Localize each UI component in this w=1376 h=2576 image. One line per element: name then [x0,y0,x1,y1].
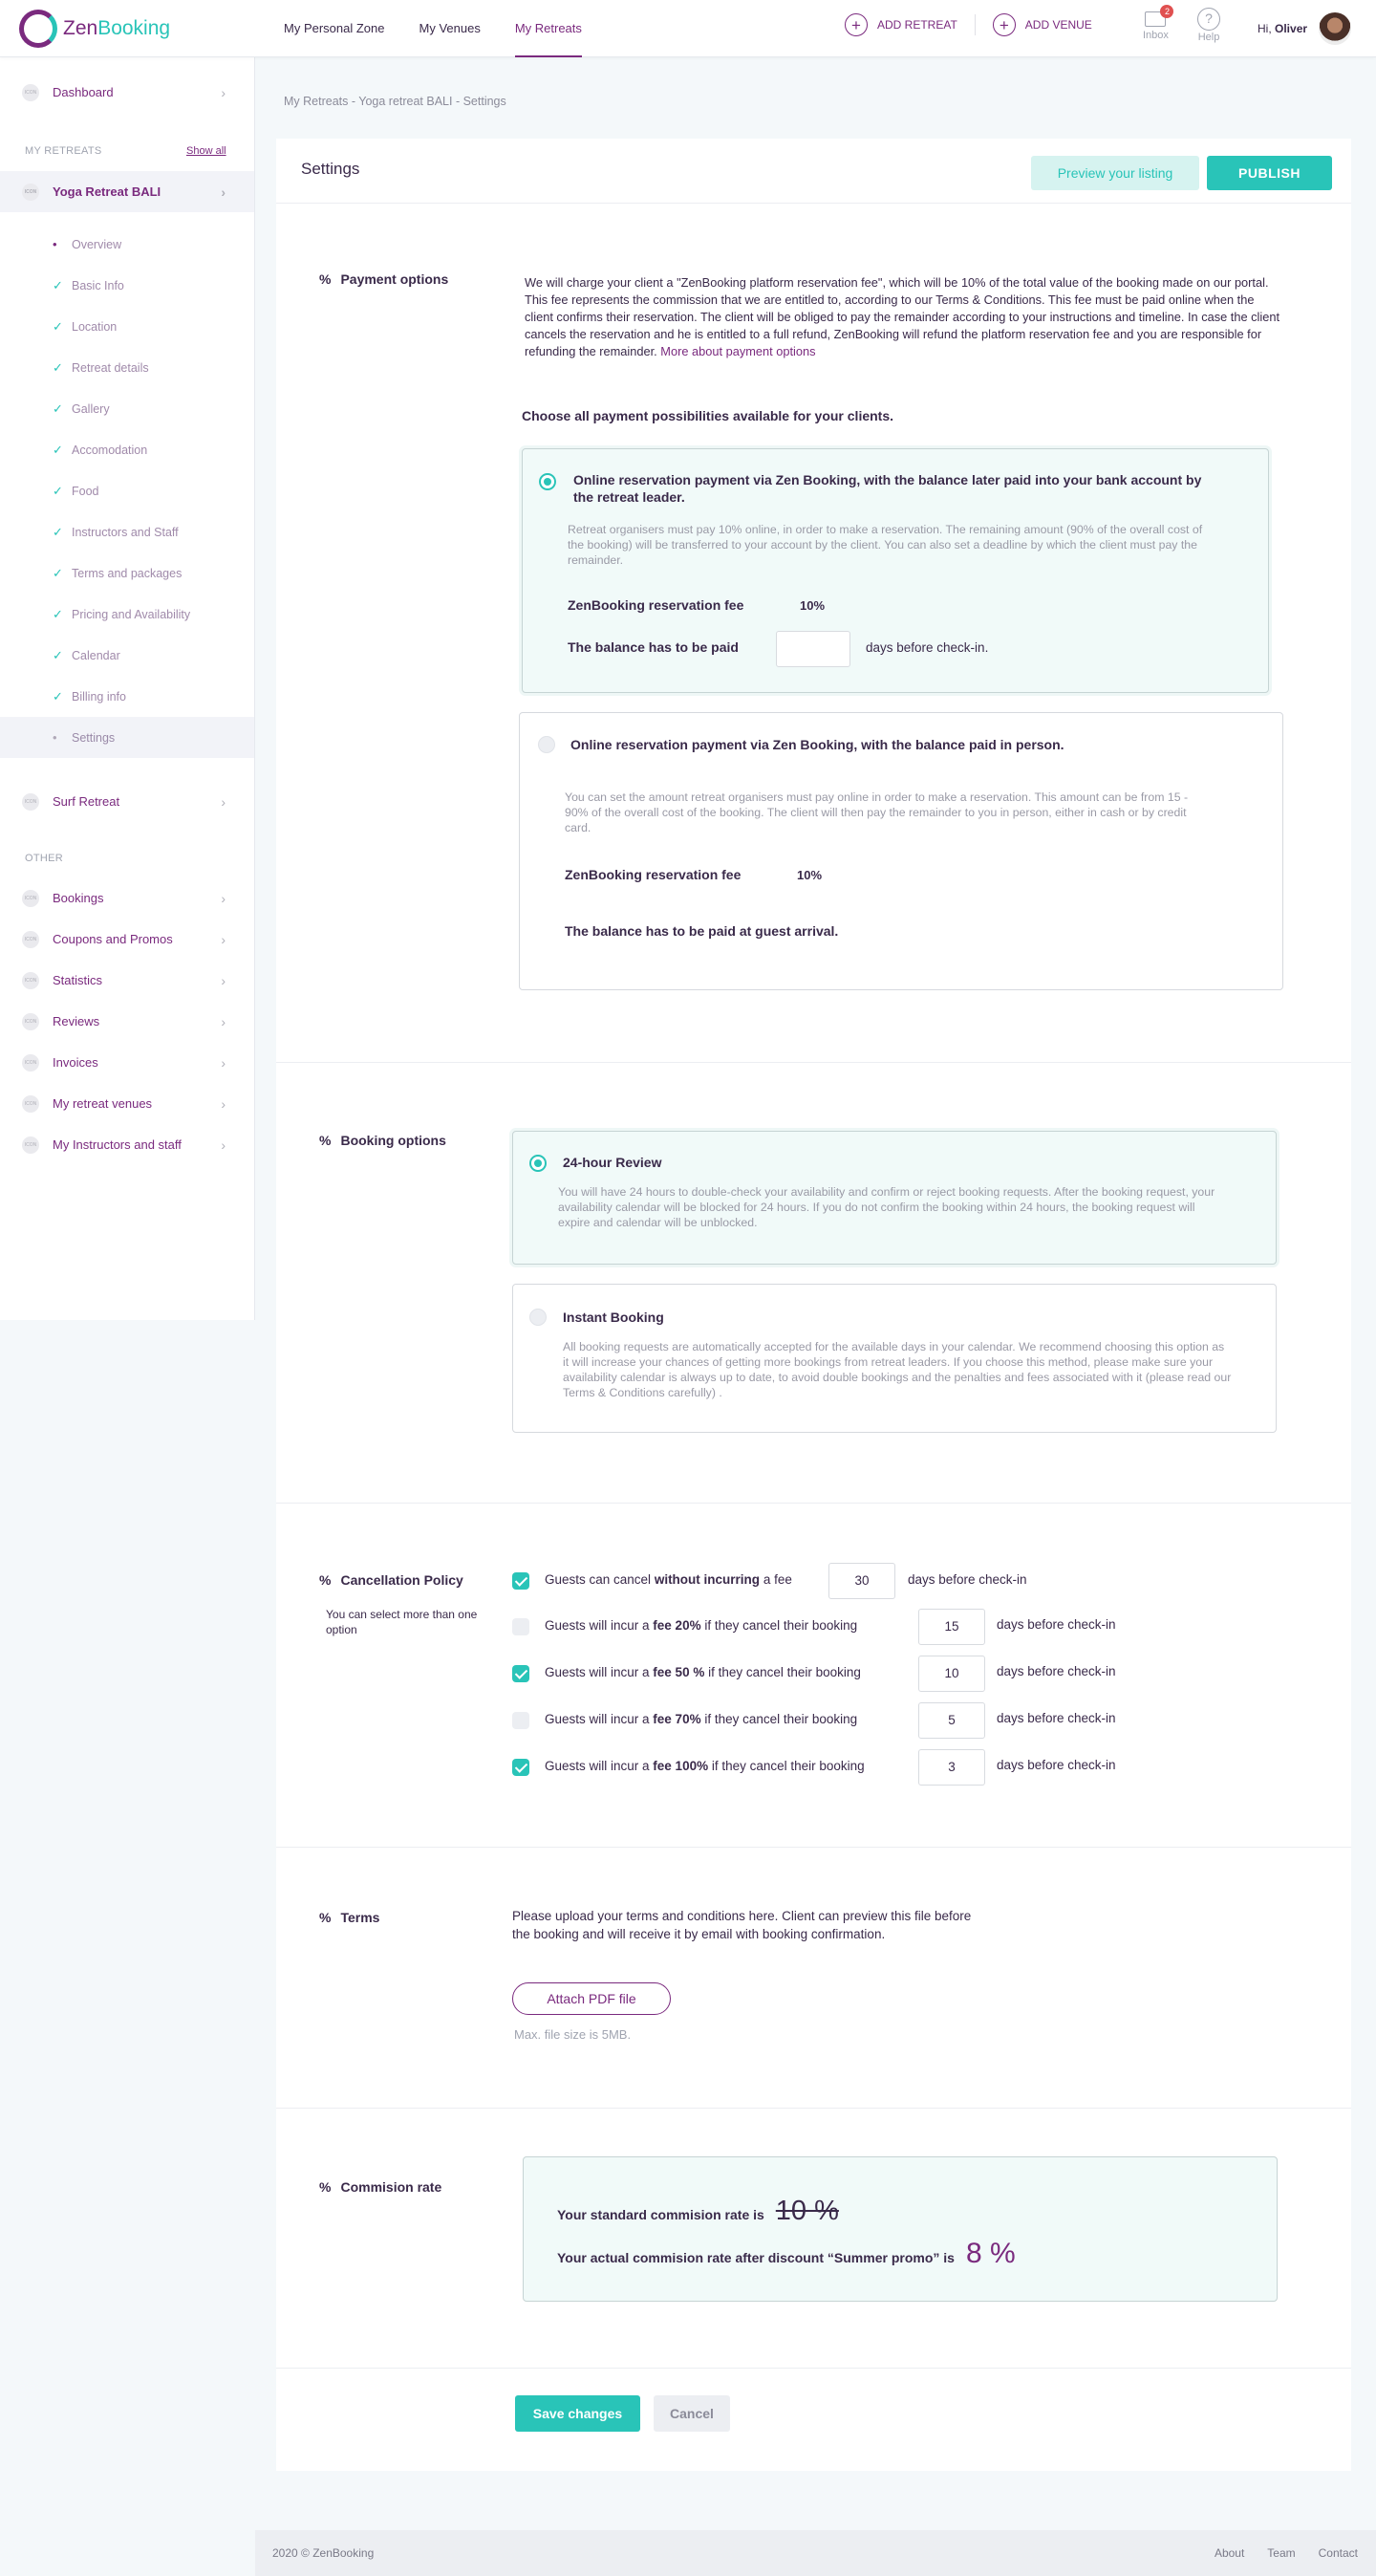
user-greeting: Hi, Oliver [1258,22,1308,35]
check-icon: ✓ [53,606,63,621]
footer-link-team[interactable]: Team [1267,2546,1296,2560]
chevron-right-icon: › [221,890,226,906]
cancel-option-2-days-input[interactable]: 15 [918,1609,985,1645]
footer-link-about[interactable]: About [1214,2546,1245,2560]
envelope-icon [1145,7,1170,27]
cancel-option-5-days-input[interactable]: 3 [918,1749,985,1786]
retreat-icon: ICON [22,184,39,201]
chevron-right-icon: › [221,793,226,810]
chevron-right-icon: › [221,1054,226,1071]
venues-icon: ICON [22,1095,39,1113]
plus-circle-icon: + [845,13,868,36]
subnav-settings[interactable]: • Settings [0,717,254,758]
booking-options-label: % Booking options [319,1133,446,1148]
bookings-icon: ICON [22,890,39,907]
cancellation-hint: You can select more than one option [326,1608,478,1636]
commission-rate-label: % Commision rate [319,2179,442,2195]
balance-days-suffix: days before check-in. [866,640,989,655]
subnav-terms-and-packages[interactable]: ✓ Terms and packages [53,565,183,580]
help-label: Help [1197,32,1220,43]
check-icon: ✓ [53,565,63,580]
cancel-button[interactable]: Cancel [654,2395,730,2432]
sidebar-item-label: Dashboard [53,85,114,99]
sidebar-item-label: Surf Retreat [53,794,120,809]
subnav-gallery[interactable]: ✓ Gallery [53,400,110,416]
section-divider [276,1847,1351,1848]
add-venue-label: ADD VENUE [1024,18,1092,32]
sidebar-item-invoices[interactable]: ICON Invoices › [0,1042,254,1083]
max-file-size-note: Max. file size is 5MB. [514,2027,632,2042]
coupons-icon: ICON [22,931,39,948]
radio-unselected[interactable] [529,1309,547,1326]
cancel-option-4-days-input[interactable]: 5 [918,1702,985,1739]
plus-circle-icon: + [993,13,1016,36]
footer-link-contact[interactable]: Contact [1318,2546,1358,2560]
check-icon: ✓ [53,647,63,662]
subnav-instructors-and-staff[interactable]: ✓ Instructors and Staff [53,524,179,539]
inbox-count-badge: 2 [1160,5,1173,18]
top-actions [845,13,1092,36]
payment-option-in-person[interactable] [519,712,1283,990]
cancellation-policy-label: % Cancellation Policy [319,1572,463,1588]
add-retreat-button[interactable] [845,13,957,36]
nav-my-venues[interactable]: My Venues [419,21,481,35]
save-changes-button[interactable]: Save changes [515,2395,640,2432]
cancel-option-3-text: Guests will incur a fee 50 % if they cancel their booking [545,1665,861,1679]
chevron-right-icon: › [221,972,226,988]
section-divider [276,1062,1351,1063]
reservation-fee-label: ZenBooking reservation fee [568,597,744,613]
payment-option-bank-transfer[interactable] [522,448,1269,693]
days-before-checkin: days before check-in [997,1664,1116,1678]
preview-listing-button[interactable]: Preview your listing [1031,156,1199,190]
check-icon: ✓ [53,688,63,704]
subnav-location[interactable]: ✓ Location [53,318,118,334]
section-divider [276,2108,1351,2109]
cancel-option-3-checkbox[interactable] [512,1665,529,1682]
balance-at-arrival-label: The balance has to be paid at guest arrival. [565,923,839,939]
sidebar-item-statistics[interactable]: ICON Statistics › [0,960,254,1001]
days-before-checkin: days before check-in [908,1572,1027,1587]
main-nav [284,0,582,57]
top-bar [0,0,1376,57]
sidebar-item-label: Yoga Retreat BALI [53,184,161,199]
sidebar-item-yoga-retreat-bali[interactable] [0,171,254,212]
statistics-icon: ICON [22,972,39,989]
cancel-option-2-checkbox[interactable] [512,1618,529,1635]
help-button[interactable] [1197,8,1220,43]
subnav-calendar[interactable]: ✓ Calendar [53,647,120,662]
payment-option-2-desc: You can set the amount retreat organisers must pay online in order to make a reservation. This amount can be from 15 - 90% of the overall cost of the booking. The client will then pay the remainder to you in person, either in cash or by credit card. [565,790,1189,834]
subnav-accomodation[interactable]: ✓ Accomodation [53,442,148,457]
check-icon: ✓ [53,277,63,292]
nav-my-retreats[interactable]: My Retreats [515,0,582,57]
chevron-right-icon: › [221,1013,226,1029]
sidebar-item-coupons[interactable]: ICON Coupons and Promos › [0,919,254,960]
days-before-checkin: days before check-in [997,1617,1116,1632]
bullet-icon: • [53,730,57,745]
percent-icon: % [319,1133,332,1148]
actual-commission-value: 8 % [965,2238,1016,2269]
logo-text: ZenBooking [63,17,171,39]
subnav-billing-info[interactable]: ✓ Billing info [53,688,126,704]
terms-description: Please upload your terms and conditions here. Client can preview this file before the booking and will receive it by email with booking confirmation. [512,1909,972,1941]
footer [255,2530,1376,2576]
radio-selected[interactable] [539,473,556,490]
settings-card [276,139,1351,2471]
user-name: Oliver [1275,22,1308,35]
sidebar-item-surf-retreat[interactable] [0,781,254,822]
section-divider [276,2368,1351,2369]
avatar[interactable] [1319,12,1351,45]
cancel-option-5-checkbox[interactable] [512,1759,529,1776]
show-all-link[interactable]: Show all [186,145,226,157]
inbox-label: Inbox [1143,30,1169,41]
balance-days-input[interactable] [776,631,850,667]
sidebar-item-bookings[interactable]: ICON Bookings › [0,877,254,919]
booking-option-2-desc: All booking requests are automatically accepted for the available days in your calendar. We recommend choosing this option as it will increase your chances of getting more bookings from retreat leaders. If you choose this method, please make sure your availability calendar is always up to date, to avoid double bookings and the penalties and fees associated with it (please read our Terms & Conditions carefully) . [563,1340,1232,1399]
payment-options-label: % Payment options [319,271,449,287]
subnav-retreat-details[interactable]: ✓ Retreat details [53,359,149,375]
logo-mark-icon [19,10,57,48]
other-heading: OTHER [25,853,63,864]
check-icon: ✓ [53,442,63,457]
divider [975,14,976,35]
percent-icon: % [319,2179,332,2195]
percent-icon: % [319,1572,332,1588]
zenbooking-logo[interactable] [19,10,170,48]
subnav-overview[interactable]: • Overview [53,237,122,251]
check-icon: ✓ [53,483,63,498]
section-divider [276,1503,1351,1504]
add-venue-button[interactable] [993,13,1092,36]
terms-label: % Terms [319,1910,380,1925]
cancel-option-1-text: Guests can cancel without incurring a fee [545,1572,792,1587]
commission-box [523,2156,1278,2302]
reservation-fee-value: 10% [800,598,826,613]
inbox-button[interactable] [1143,8,1169,41]
more-payment-options-link[interactable]: More about payment options [660,344,816,358]
add-retreat-label: ADD RETREAT [877,18,957,32]
cancel-option-1-days-input[interactable]: 30 [828,1563,895,1599]
chevron-right-icon: › [221,84,226,100]
check-icon: ✓ [53,524,63,539]
page-title: Settings [301,160,360,178]
radio-unselected[interactable] [538,736,555,753]
bullet-icon: • [53,237,57,251]
question-icon: ? [1197,8,1220,31]
subnav-pricing-and-availability[interactable]: ✓ Pricing and Availability [53,606,191,621]
footer-links [1215,2546,1358,2560]
chevron-right-icon: › [221,931,226,947]
choose-payment-heading: Choose all payment possibilities available for your clients. [522,408,894,423]
chevron-right-icon: › [221,1136,226,1153]
radio-selected[interactable] [529,1155,547,1172]
sidebar-item-dashboard[interactable] [0,72,254,113]
percent-icon: % [319,1910,332,1925]
sidebar-item-reviews[interactable]: ICON Reviews › [0,1001,254,1042]
invoices-icon: ICON [22,1054,39,1072]
nav-my-personal-zone[interactable]: My Personal Zone [284,21,385,35]
cancel-option-1-checkbox[interactable] [512,1572,529,1590]
standard-commission-value: 10 % [775,2196,839,2226]
subnav-food[interactable]: ✓ Food [53,483,99,498]
reservation-fee-label: ZenBooking reservation fee [565,867,742,882]
payment-option-2-title: Online reservation payment via Zen Booking, with the balance paid in person. [570,737,1064,752]
actual-commission-line: Your actual commision rate after discount “Summer promo” is 8 % [557,2238,1016,2269]
breadcrumb: My Retreats - Yoga retreat BALI - Settings [284,95,506,108]
chevron-right-icon: › [221,1095,226,1112]
balance-label: The balance has to be paid [568,639,739,655]
booking-option-24h-review[interactable] [512,1131,1277,1265]
cancel-option-4-text: Guests will incur a fee 70% if they cancel their booking [545,1712,858,1726]
sidebar-item-retreat-venues[interactable]: ICON My retreat venues › [0,1083,254,1124]
reviews-icon: ICON [22,1013,39,1030]
reservation-fee-value: 10% [797,868,823,882]
instructors-icon: ICON [22,1136,39,1154]
booking-option-instant[interactable] [512,1284,1277,1433]
attach-pdf-button[interactable]: Attach PDF file [512,1982,671,2015]
standard-commission-line: Your standard commision rate is 10 % [557,2196,839,2226]
check-icon: ✓ [53,400,63,416]
booking-option-1-title: 24-hour Review [563,1155,662,1170]
payment-intro-text: We will charge your client a "ZenBooking platform reservation fee", which will be 10% of the total value of the booking made on our portal. This fee represents the commission that we are entitled to, according to our Terms & Conditions. This fee must be paid online when the client confirms their reservation. The client will be obliged to pay the remainder according to your instructions and timeline. In case the client cancels the reservation and he is entitled to a full refund, ZenBooking will refund the platform reservation fee and you are responsible for refunding the remainder. More about payment options [525,275,1280,358]
publish-button[interactable]: PUBLISH [1207,156,1332,190]
cancel-option-5-text: Guests will incur a fee 100% if they cancel their booking [545,1759,865,1773]
booking-option-2-title: Instant Booking [563,1310,664,1325]
booking-option-1-desc: You will have 24 hours to double-check your availability and confirm or reject booking requests. After the booking request, your availability calendar will be blocked for 24 hours. If you do not confirm the booking within 24 hours, the booking request will expire and calendar will be unblocked. [558,1185,1215,1229]
days-before-checkin: days before check-in [997,1758,1116,1772]
cancel-option-3-days-input[interactable]: 10 [918,1656,985,1692]
card-header [276,139,1351,204]
cancel-option-2-text: Guests will incur a fee 20% if they cancel their booking [545,1618,858,1633]
subnav-basic-info[interactable]: ✓ Basic Info [53,277,124,292]
dashboard-icon: ICON [22,84,39,101]
cancel-option-4-checkbox[interactable] [512,1712,529,1729]
my-retreats-heading: MY RETREATS [25,145,102,157]
retreat-icon: ICON [22,793,39,811]
percent-icon: % [319,271,332,287]
check-icon: ✓ [53,359,63,375]
days-before-checkin: days before check-in [997,1711,1116,1725]
copyright: 2020 © ZenBooking [272,2546,375,2560]
sidebar-item-instructors-staff[interactable]: ICON My Instructors and staff › [0,1124,254,1165]
sidebar [0,57,255,1320]
payment-option-1-desc: Retreat organisers must pay 10% online, in order to make a reservation. The remaining amount (90% of the overall cost of the booking) will be transferred to your account by the client. You can also set a deadline by which the client must pay the remainder. [568,523,1203,567]
check-icon: ✓ [53,318,63,334]
payment-option-1-title: Online reservation payment via Zen Booking, with the balance later paid into your bank account by the retreat leader. [573,472,1202,505]
chevron-right-icon: › [221,184,226,200]
